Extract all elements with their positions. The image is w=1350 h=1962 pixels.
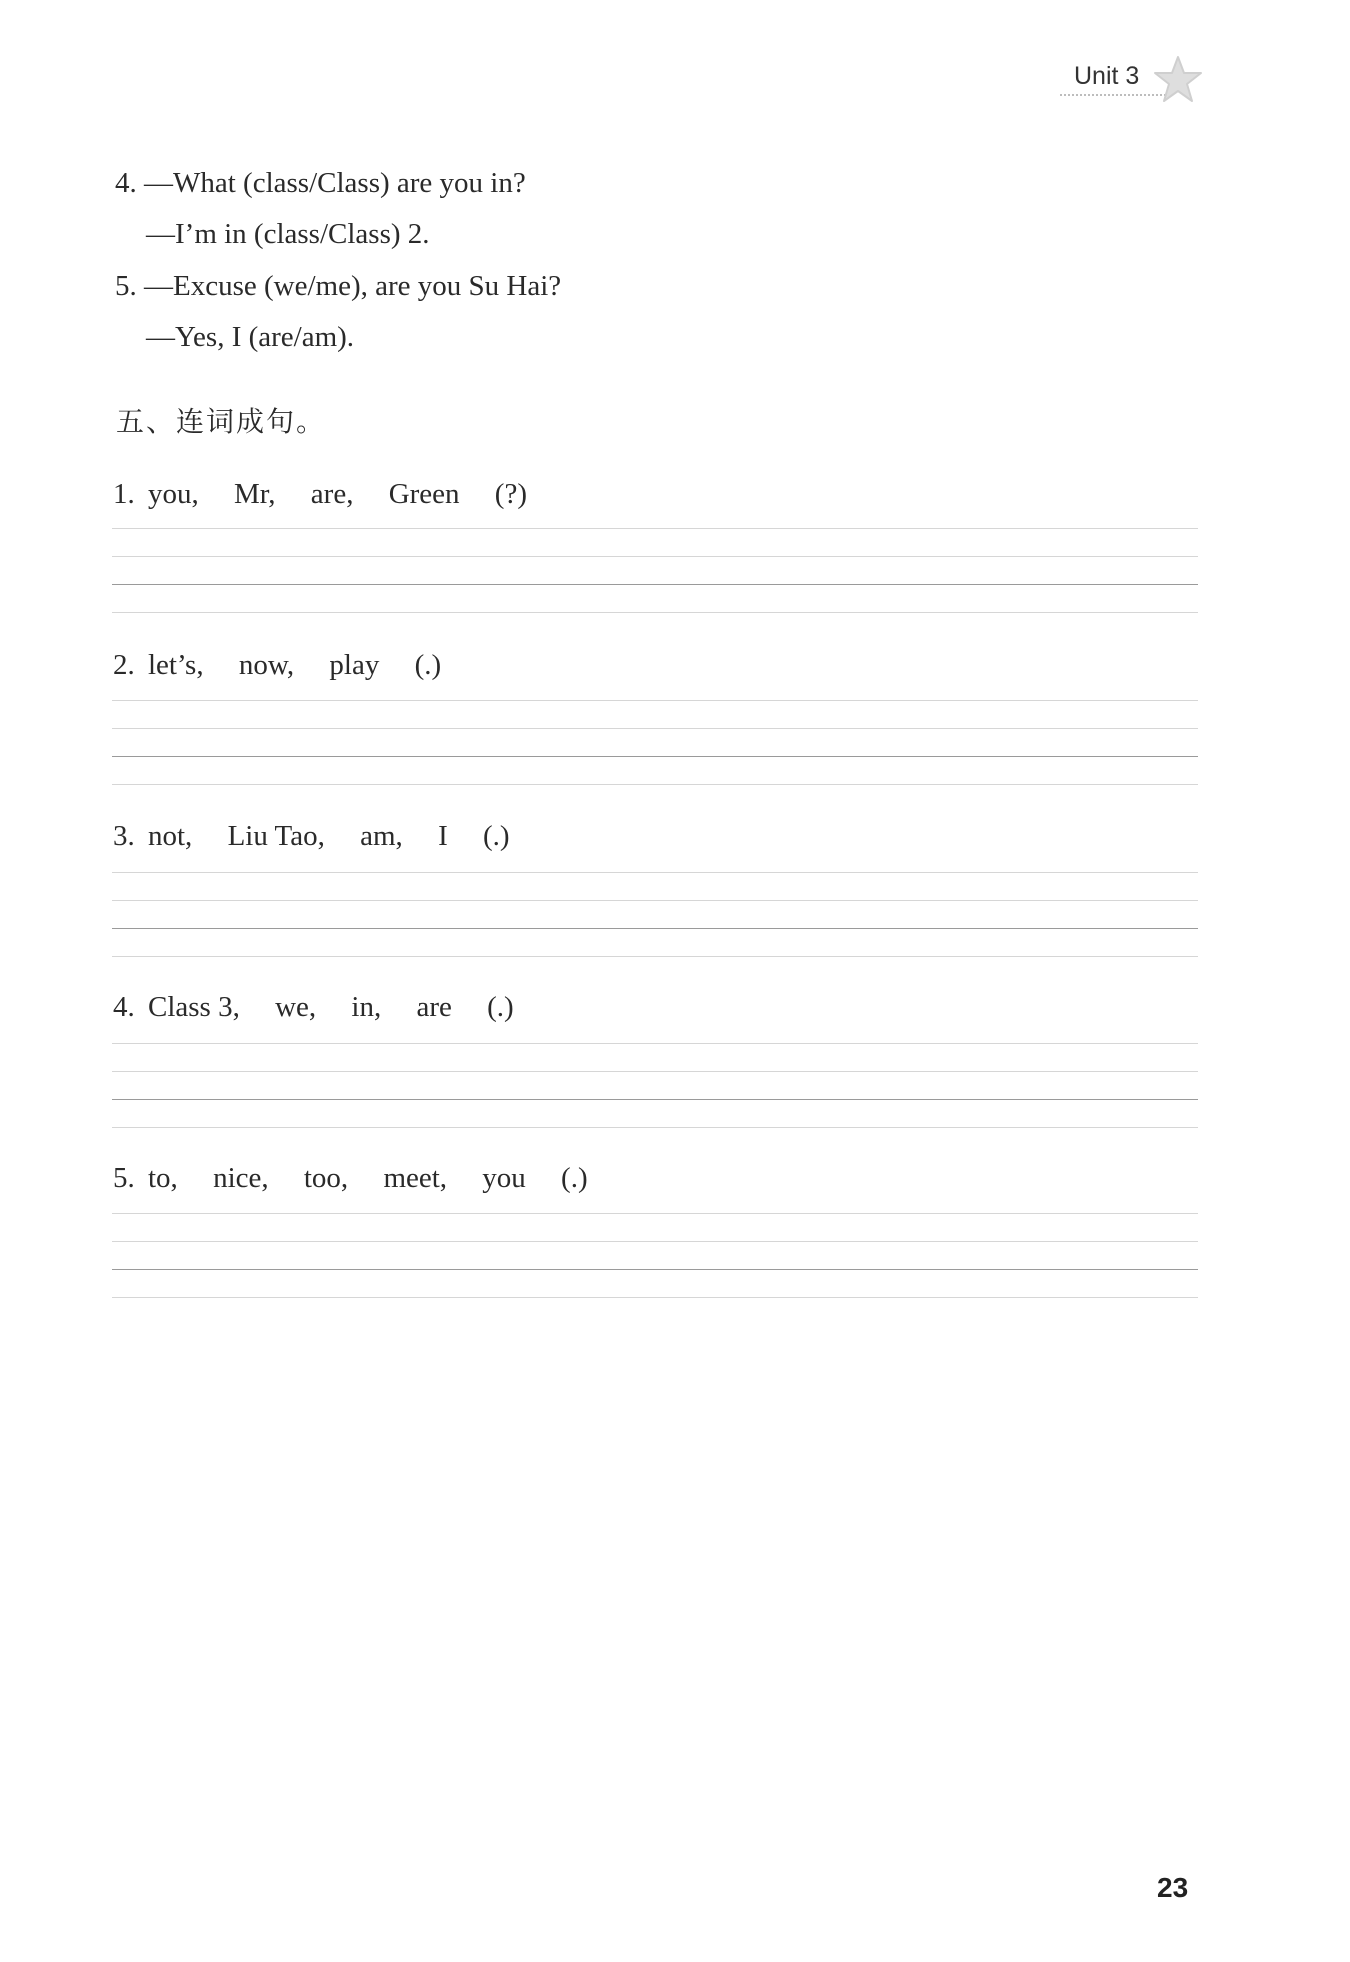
prev-item-5-answer: —Yes, I (are/am). [146, 321, 355, 353]
word: Liu Tao, [227, 820, 325, 852]
question-number: 2. [113, 649, 135, 681]
word: am, [360, 820, 403, 852]
answer-lines-4[interactable] [112, 1043, 1198, 1131]
word: not, [148, 820, 193, 852]
word: play [329, 649, 380, 681]
word: Mr, [234, 478, 276, 510]
prev-item-4-answer: —I’m in (class/Class) 2. [146, 218, 430, 250]
question-number: 3. [113, 820, 135, 852]
word: nice, [213, 1162, 269, 1194]
word: are [416, 991, 452, 1023]
question-1 [113, 477, 527, 511]
unit-label: Unit 3 [1074, 62, 1140, 90]
word: (.) [561, 1162, 588, 1194]
answer-lines-2[interactable] [112, 700, 1198, 788]
word: we, [275, 991, 317, 1023]
answer-lines-1[interactable] [112, 528, 1198, 616]
section-title: 五、连词成句。 [116, 405, 327, 438]
word: (.) [487, 991, 514, 1023]
word: in, [351, 991, 382, 1023]
word: let’s, [148, 649, 204, 681]
word: now, [238, 649, 295, 681]
question-3 [113, 819, 510, 853]
page-number: 23 [1157, 1872, 1189, 1903]
word: are, [310, 478, 354, 510]
question-5 [113, 1161, 588, 1195]
question-number: 4. [113, 991, 135, 1023]
star-icon [1152, 54, 1204, 106]
word: to, [148, 1162, 178, 1194]
prev-item-4-question: 4. —What (class/Class) are you in? [115, 167, 526, 199]
word: I [438, 820, 448, 852]
question-2 [113, 648, 441, 682]
question-number: 5. [113, 1162, 135, 1194]
word: you, [148, 478, 199, 510]
prev-item-5-question: 5. —Excuse (we/me), are you Su Hai? [115, 270, 562, 302]
word: (?) [494, 478, 527, 510]
word: Class 3, [148, 991, 240, 1023]
word: too, [303, 1162, 349, 1194]
page-header [1060, 58, 1200, 102]
word: (.) [482, 820, 510, 852]
question-4 [113, 990, 514, 1024]
word: meet, [383, 1162, 448, 1194]
answer-lines-3[interactable] [112, 872, 1198, 960]
question-number: 1. [113, 478, 135, 510]
word: you [482, 1162, 526, 1194]
word: Green [388, 478, 460, 510]
word: (.) [414, 649, 442, 681]
answer-lines-5[interactable] [112, 1213, 1198, 1301]
